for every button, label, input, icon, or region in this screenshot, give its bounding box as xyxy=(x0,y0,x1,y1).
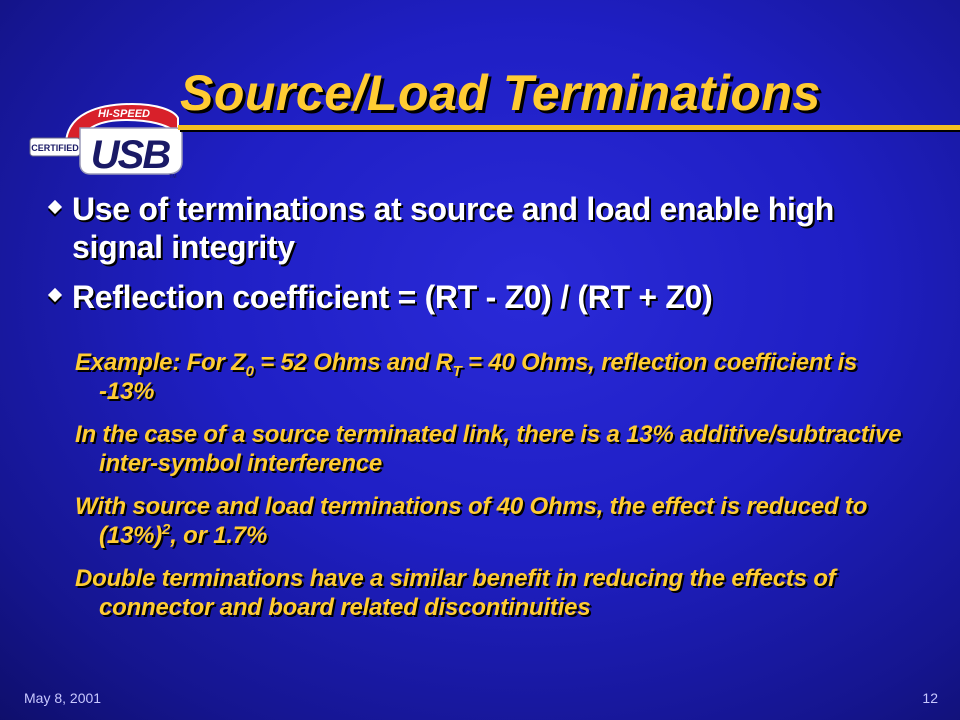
logo-certified-text: CERTIFIED xyxy=(31,143,79,153)
example-mid: = 52 Ohms and R xyxy=(253,349,453,376)
title-underline xyxy=(178,125,960,130)
bullet-item xyxy=(50,278,930,316)
diamond-bullet-icon xyxy=(48,200,62,214)
both-prefix: With source and load terminations of 40 Ohms, the effect is reduced to (13%) xyxy=(75,493,868,549)
logo-tm-text: TM xyxy=(169,174,177,180)
bullet-item xyxy=(50,190,930,266)
example-rest: = 40 Ohms, reflection coefficient is -13% xyxy=(99,349,858,405)
z-subscript: 0 xyxy=(245,362,254,380)
sub-item-example xyxy=(75,348,915,406)
hi-speed-usb-certified-logo xyxy=(28,98,184,180)
sub-item-source-terminated: In the case of a source terminated link, there is a 13% additive/subtractive inter-symbol interference xyxy=(75,421,902,477)
footer-date: May 8, 2001 xyxy=(24,690,102,706)
diamond-bullet-icon xyxy=(48,288,62,302)
slide-title: Source/Load Terminations xyxy=(180,65,821,121)
example-prefix: Example: For Z xyxy=(75,349,246,376)
page-number: 12 xyxy=(922,690,938,706)
bullet-list xyxy=(50,190,930,328)
both-suffix: , or 1.7% xyxy=(170,522,268,549)
squared-superscript: 2 xyxy=(162,521,171,538)
logo-usb-text: USB xyxy=(90,133,170,177)
bullet-text: Reflection coefficient = (RT - Z0) / (RT + Z0) xyxy=(72,279,713,315)
sub-item-both-terminations xyxy=(75,492,915,550)
logo-hi-speed-text: HI-SPEED xyxy=(98,108,150,120)
bullet-text: Use of terminations at source and load enable high signal integrity xyxy=(72,191,835,265)
r-subscript: T xyxy=(452,362,462,380)
sub-item-list xyxy=(75,348,915,636)
sub-item-double-terminations: Double terminations have a similar benefit in reducing the effects of connector and board related discontinuities xyxy=(75,565,836,621)
